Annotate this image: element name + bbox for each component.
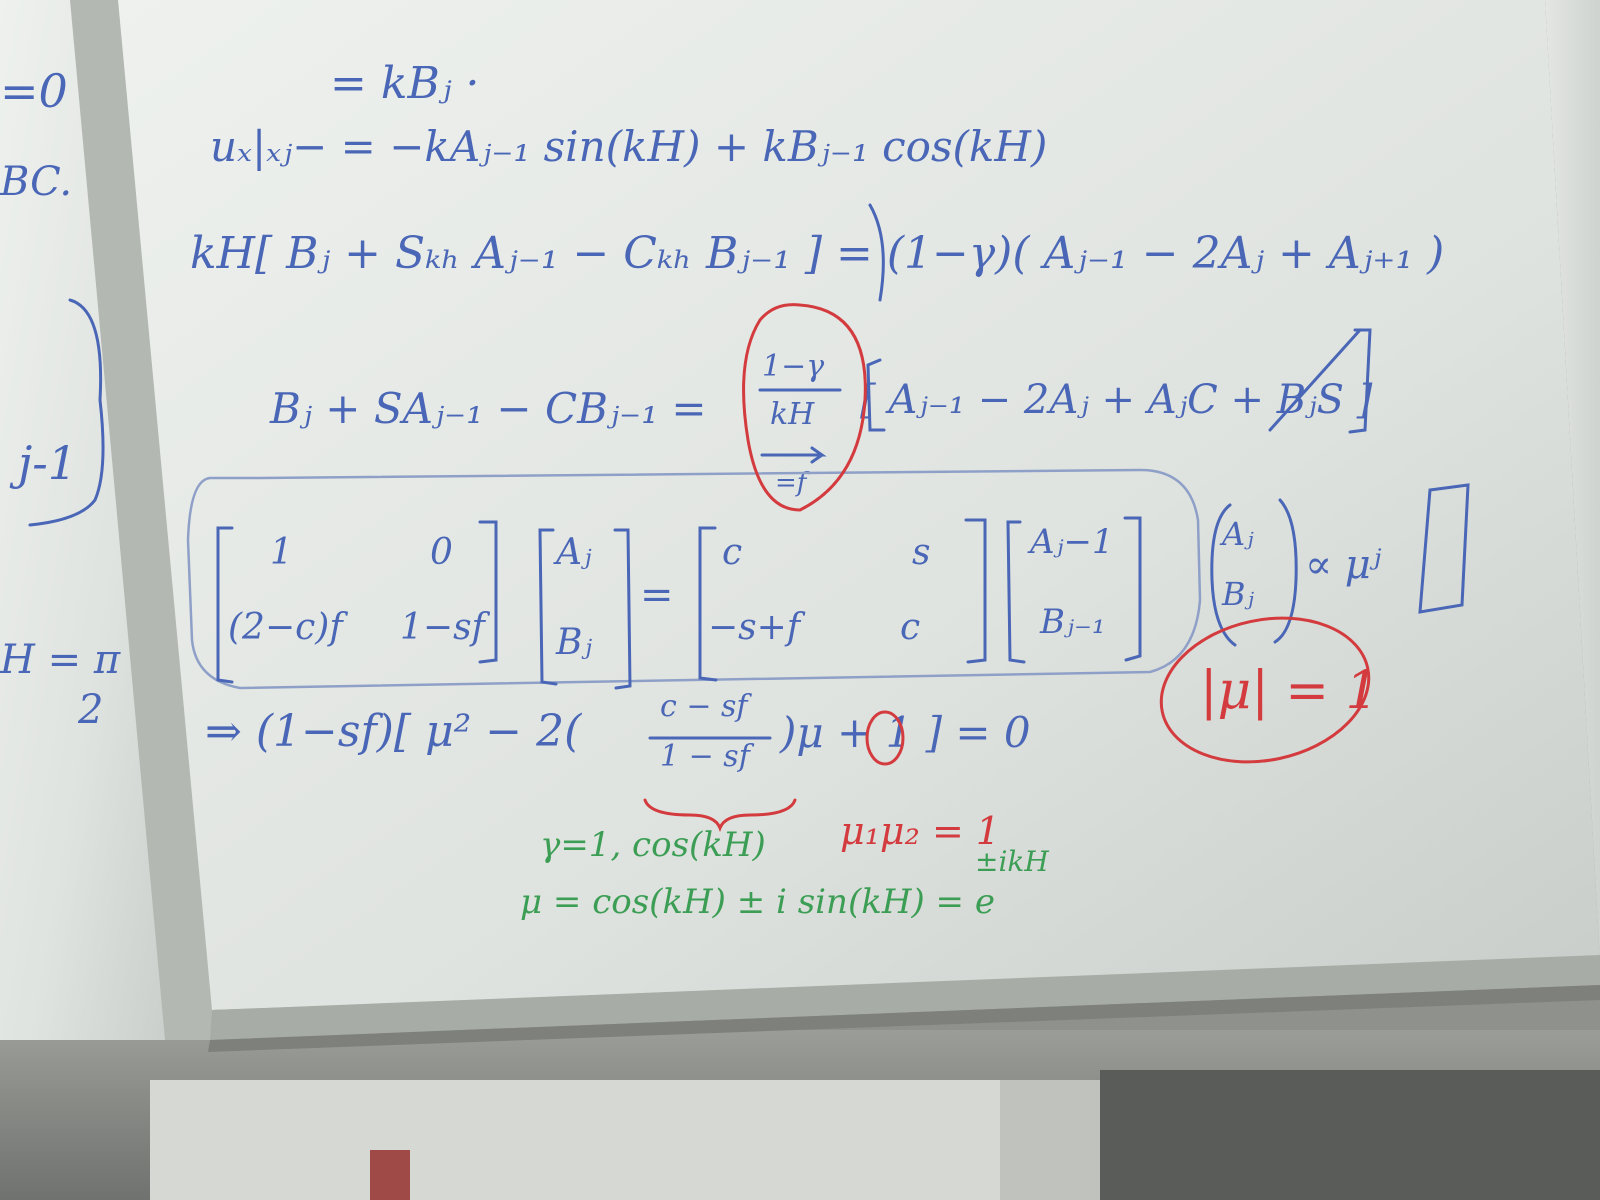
vector-b: Bⱼ: [556, 622, 592, 663]
left-zero-text: =0: [0, 64, 68, 118]
equation-b-fraction-denominator: kH: [770, 397, 815, 432]
left-kh-numerator: H = π: [0, 637, 121, 683]
matrix-m12: 0: [430, 532, 453, 573]
left-bc-text: BC.: [0, 159, 73, 205]
matrix-m21: (2−c)f: [228, 607, 343, 648]
matrix-m11: 1: [270, 532, 293, 573]
matrix-m22: 1−sf: [400, 607, 485, 648]
rhs-m22: c: [900, 607, 921, 648]
left-kh-denominator: 2: [78, 687, 104, 733]
char-fraction-denominator: 1 − sf: [660, 739, 750, 774]
char-eq-right: )μ + 1 ] = 0: [780, 708, 1031, 757]
cabinet-post: [1000, 1080, 1100, 1200]
modulus-mu-equals-one: |μ| = 1: [1200, 661, 1379, 721]
mu-exponent: ±ikH: [975, 845, 1049, 878]
matrix-equals: =: [640, 572, 674, 618]
equation-kh: kH[ Bⱼ + Sₖₕ Aⱼ₋₁ − Cₖₕ Bⱼ₋₁ ] = (1−γ)( Aⱼ₋₁ − 2Aⱼ + Aⱼ₊₁ ): [190, 228, 1445, 279]
dark-object: [1100, 1070, 1600, 1200]
rhs-m21: −s+f: [708, 607, 801, 648]
gamma-note: γ=1, cos(kH): [540, 825, 766, 865]
equation-line-top: = kBⱼ ·: [330, 58, 480, 109]
mu-solution: μ = cos(kH) ± i sin(kH) = e: [520, 882, 995, 922]
ansatz-a: Aⱼ: [1222, 515, 1254, 553]
rhs-m11: c: [722, 532, 743, 573]
ansatz-b: Bⱼ: [1222, 575, 1254, 613]
ansatz-proportional: ∝ μʲ: [1305, 542, 1382, 588]
vector2-a: Aⱼ−1: [1030, 522, 1114, 562]
product-note: μ₁μ₂ = 1: [840, 809, 1001, 853]
char-fraction-numerator: c − sf: [660, 689, 748, 724]
equation-b-under-note: =f: [775, 468, 807, 498]
equation-b-right: [ Aⱼ₋₁ − 2Aⱼ + AⱼC + BⱼS ]: [860, 377, 1373, 423]
equation-ux: uₓ|ₓⱼ− = −kAⱼ₋₁ sin(kH) + kBⱼ₋₁ cos(kH): [210, 122, 1048, 171]
vector2-b: Bⱼ₋₁: [1040, 602, 1106, 642]
equation-b-left: Bⱼ + SAⱼ₋₁ − CBⱼ₋₁ =: [270, 384, 707, 433]
char-eq-left: ⇒ (1−sf)[ μ² − 2(: [205, 706, 582, 757]
left-j-minus-1: j-1: [18, 436, 78, 490]
equation-b-fraction-numerator: 1−γ: [762, 349, 825, 384]
cabinet: [150, 1080, 1050, 1200]
vector-a: Aⱼ: [556, 532, 592, 573]
rhs-m12: s: [912, 532, 931, 573]
red-object: [370, 1150, 410, 1200]
